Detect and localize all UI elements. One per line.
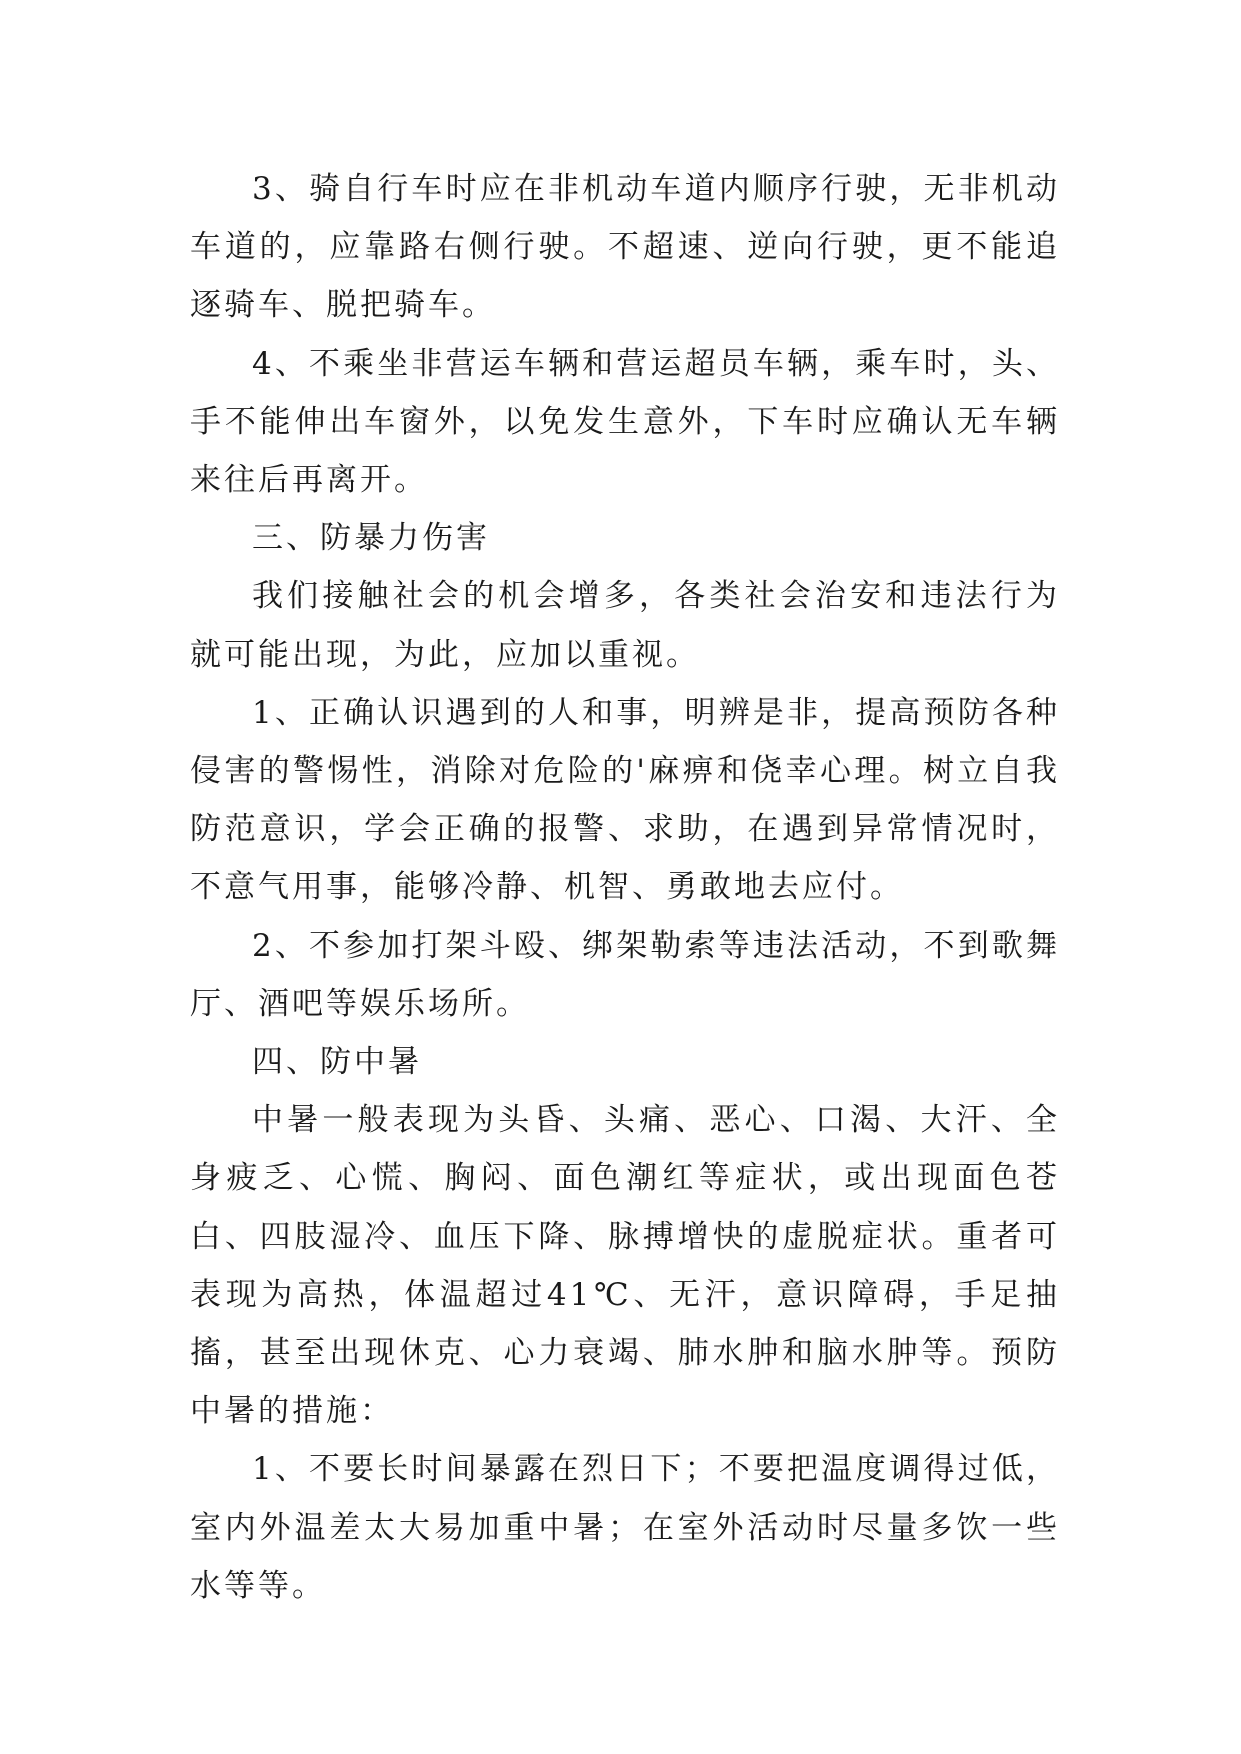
section-heading-heatstroke: 四、防中暑 — [252, 1044, 422, 1081]
section-heading-violence: 三、防暴力伤害 — [252, 520, 490, 557]
document-body — [190, 160, 1060, 1615]
paragraph-violence-rule-1: 1、正确认识遇到的人和事，明辨是非，提高预防各种侵害的警惕性，消除对危险的'麻痹和侥幸心理。树立自我防范意识，学会正确的报警、求助，在遇到异常情况时，不意气用事，能够冷静、机智、勇敢地去应付。 — [190, 694, 1060, 906]
paragraph-heatstroke-symptoms: 中暑一般表现为头昏、头痛、恶心、口渴、大汗、全身疲乏、心慌、胸闷、面色潮红等症状，或出现面色苍白、四肢湿冷、血压下降、脉搏增快的虚脱症状。重者可表现为高热，体温超过41℃、无汗，意识障碍，手足抽搐，甚至出现休克、心力衰竭、肺水肿和脑水肿等。预防中暑的措施： — [190, 1102, 1060, 1430]
paragraph-violence-intro: 我们接触社会的机会增多，各类社会治安和违法行为就可能出现，为此，应加以重视。 — [190, 578, 1060, 673]
paragraph-vehicle-rule: 4、不乘坐非营运车辆和营运超员车辆，乘车时，头、手不能伸出车窗外，以免发生意外，下车时应确认无车辆来往后再离开。 — [190, 345, 1060, 499]
paragraph-bicycle-rule: 3、骑自行车时应在非机动车道内顺序行驶，无非机动车道的，应靠路右侧行驶。不超速、逆向行驶，更不能追逐骑车、脱把骑车。 — [190, 171, 1060, 324]
paragraph-violence-rule-2: 2、不参加打架斗殴、绑架勒索等违法活动，不到歌舞厅、酒吧等娱乐场所。 — [190, 927, 1060, 1022]
paragraph-heatstroke-rule-1: 1、不要长时间暴露在烈日下；不要把温度调得过低，室内外温差太大易加重中暑；在室外活动时尽量多饮一些水等等。 — [190, 1451, 1060, 1604]
